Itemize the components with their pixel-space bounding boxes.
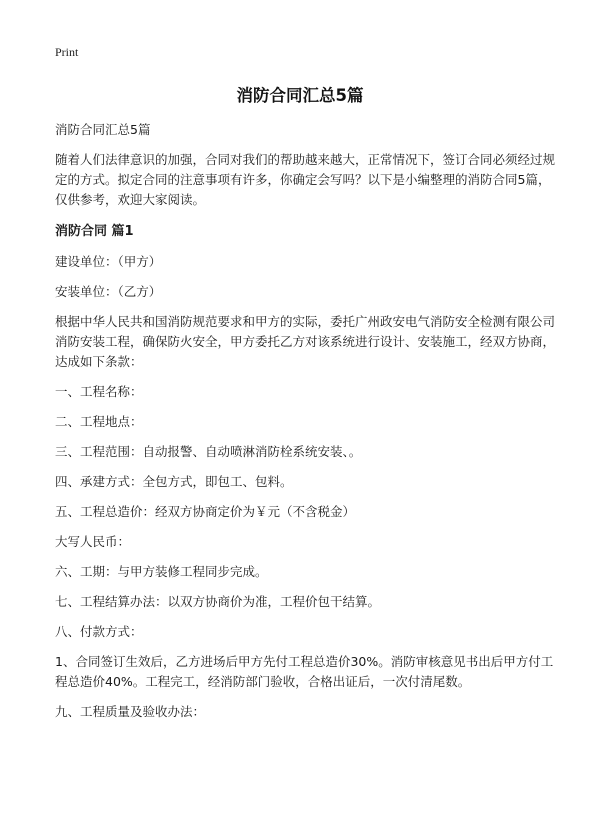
- clause-item: 一、工程名称：: [55, 384, 143, 399]
- clause-item: 五、工程总造价：经双方协商定价为￥元（不含税金）: [55, 504, 356, 519]
- party-a-line: 建设单位：（甲方）: [55, 254, 162, 269]
- clause-item: 七、工程结算办法：以双方协商价为准，工程价包干结算。: [55, 594, 381, 609]
- section-heading: 消防合同 篇1: [55, 224, 134, 239]
- intro-paragraph: 随着人们法律意识的加强，合同对我们的帮助越来越大，正常情况下，签订合同必须经过规定的方式。拟定合同的注意事项有许多，你确定会写吗？以下是小编整理的消防合同5篇，仅供参考，欢迎大家阅读。: [55, 152, 556, 207]
- document-title: 消防合同汇总5篇: [236, 86, 364, 105]
- clause-item: 八、付款方式：: [55, 624, 143, 639]
- party-b-line: 安装单位：（乙方）: [55, 284, 162, 299]
- clause-item: 二、工程地点：: [55, 414, 143, 429]
- document-body: [55, 120, 555, 722]
- payment-detail-paragraph: 1、合同签订生效后，乙方进场后甲方先付工程总造价30%。消防审核意见书出后甲方付工程总造价40%。工程完工，经消防部门验收，合格出证后，一次付清尾数。: [55, 654, 554, 689]
- clause-item: 大写人民币：: [55, 534, 131, 549]
- clause-item: 六、工期：与甲方装修工程同步完成。: [55, 564, 268, 579]
- document-subtitle: 消防合同汇总5篇: [55, 122, 151, 137]
- clause-item: 九、工程质量及验收办法：: [55, 704, 206, 719]
- print-label: Print: [55, 45, 79, 59]
- preamble-paragraph: 根据中华人民共和国消防规范要求和甲方的实际，委托广州政安电气消防安全检测有限公司消防安装工程，确保防火安全，甲方委托乙方对该系统进行设计、安装施工，经双方协商，达成如下条款：: [55, 314, 556, 369]
- clause-item: 三、工程范围：自动报警、自动喷淋消防栓系统安装、。: [55, 444, 362, 459]
- clause-item: 四、承建方式：全包方式，即包工、包料。: [55, 474, 293, 489]
